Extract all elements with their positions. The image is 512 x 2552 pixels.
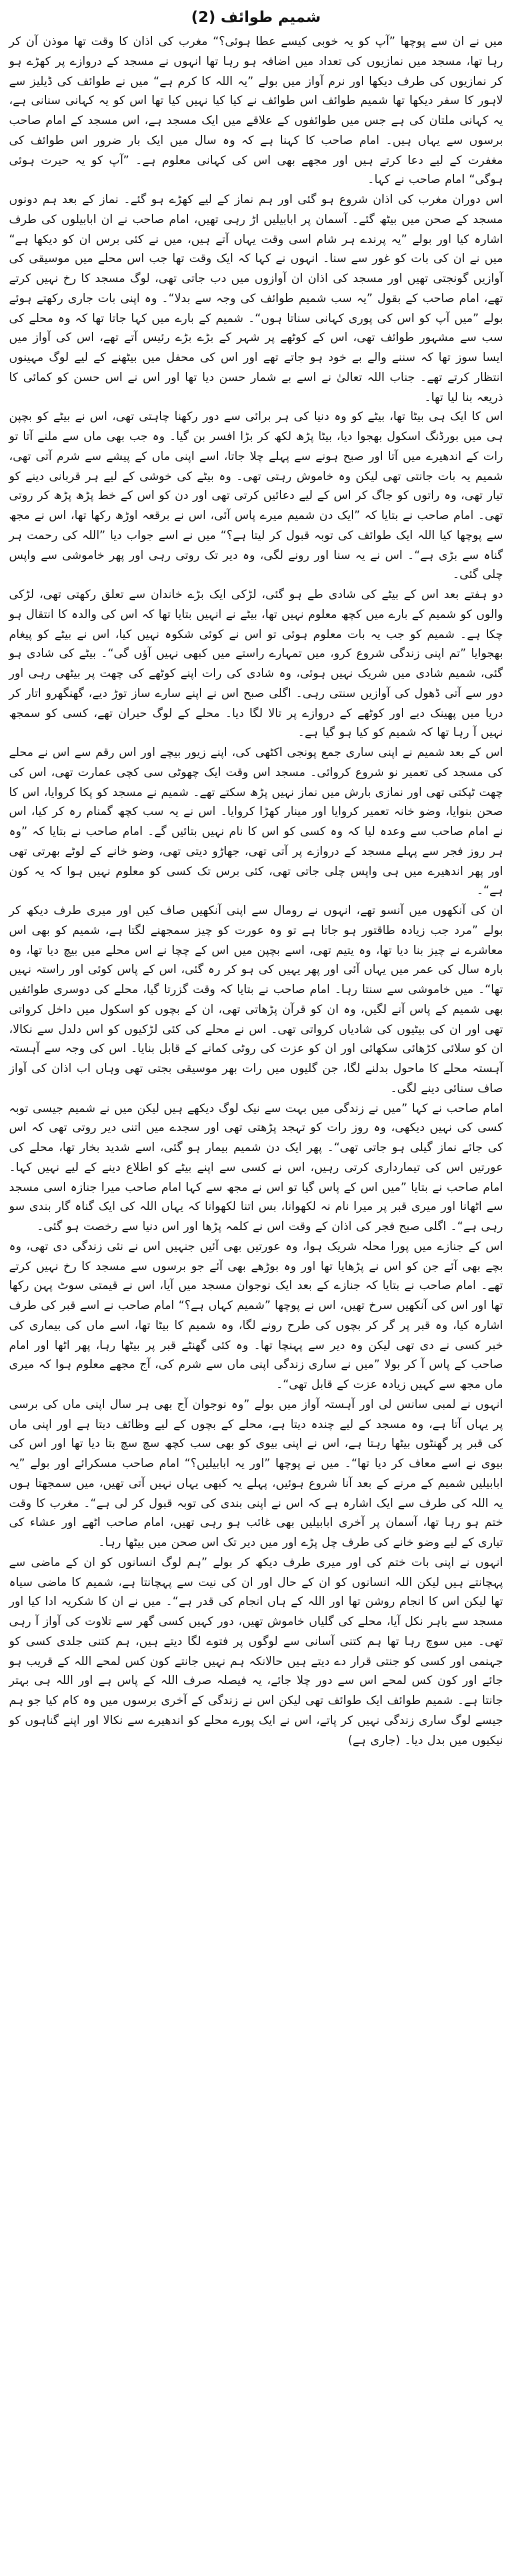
article-paragraph-6: ان کی آنکھوں میں آنسو تھے، انہوں نے رومال سے اپنی آنکھیں صاف کیں اور میری طرف دیکھ کر بولے ”مرد جب زیادہ طاقتور ہو جاتا ہے تو وہ عورت کو چیز سمجھنے لگتا ہے، شمیم کو بھی اس معاشرے نے چیز بنا دیا تھا، وہ یتیم تھی، اسے بچپن میں اس کے چچا نے اس محلے میں بیچ دیا تھا، وہ بارہ سال کی عمر میں یہاں آئی اور پھر یہیں کی ہو کر رہ گئی، اس کے پاس کوئی اور راستہ نہیں تھا“۔ میں خاموشی سے سنتا رہا۔ امام صاحب نے بتایا کہ وقت گزرتا گیا، محلے کی دوسری طوائفیں بھی شمیم کے پاس آنے لگیں، وہ ان کو قرآن پڑھاتی تھی، ان کے بچوں کو اسکول میں داخل کرواتی تھی اور ان کی بیٹیوں کی شادیاں کرواتی تھی۔ اس نے محلے کی کئی لڑکیوں کو اس دلدل سے نکالا، ان کو سلائی کڑھائی سکھائی اور ان کو عزت کی روٹی کمانے کے قابل بنایا۔ اس کی وجہ سے آہستہ آہستہ محلے کا ماحول بدلنے لگا، جن گلیوں میں رات بھر موسیقی بجتی تھی وہاں اب اذان کی آواز صاف سنائی دینے لگی۔ [9, 903, 503, 1095]
article-paragraph-9: انہوں نے لمبی سانس لی اور آہستہ آواز میں بولے ”وہ نوجوان آج بھی ہر سال اپنی ماں کی برسی پر یہاں آتا ہے، وہ مسجد کے لیے چندہ دیتا ہے، محلے کے بچوں کے لیے وظائف دیتا ہے اور اپنی ماں کی قبر پر گھنٹوں بیٹھا رہتا ہے، اس نے اپنی بیوی کو بھی سب کچھ سچ سچ بتا دیا تھا اور اس کی بیوی نے اسے معاف کر دیا تھا“۔ میں نے پوچھا ”اور یہ ابابیلیں؟“ امام صاحب مسکرائے اور بولے ”یہ ابابیلیں شمیم کے مرنے کے بعد آنا شروع ہوئیں، پہلے یہ کبھی یہاں نہیں آتی تھیں، میں سمجھتا ہوں یہ اللہ کی طرف سے ایک اشارہ ہے کہ اس نے اپنی بندی کی توبہ قبول کر لی ہے“۔ مغرب کا وقت ختم ہو رہا تھا، آسمان پر آخری ابابیلیں بھی غائب ہو رہی تھیں، امام صاحب اٹھے اور عشاء کی تیاری کے لیے وضو خانے کی طرف چل پڑے اور میں دیر تک اس صحن میں بیٹھا رہا۔ [9, 1396, 503, 1549]
article-paragraph-4: دو ہفتے بعد اس کے بیٹے کی شادی طے ہو گئی، لڑکی ایک بڑے خاندان سے تعلق رکھتی تھی، لڑکی والوں کو شمیم کے بارے میں کچھ معلوم نہیں تھا، بیٹے نے انہیں بتایا تھا کہ اس کی والدہ کا انتقال ہو چکا ہے۔ شمیم کو جب یہ بات معلوم ہوئی تو اس نے کوئی شکوہ نہیں کیا، اس نے بیٹے کو پیغام بھجوایا ”تم اپنی زندگی شروع کرو، میں تمہارے راستے میں کبھی نہیں آؤں گی“۔ بیٹے کی شادی ہو گئی، شمیم شادی میں شریک نہیں ہوئی، وہ شادی کی رات اپنے کوٹھے کی چھت پر بیٹھی رہی اور دور سے آتی ڈھول کی آوازیں سنتی رہی۔ اگلی صبح اس نے اپنے سارے ساز توڑ دیے، گھنگھرو اتار کر دریا میں پھینک دیے اور کوٹھے کے دروازے پر تالا لگا دیا۔ محلے کے لوگ حیران تھے، کسی کو سمجھ نہیں آ رہا تھا کہ شمیم کو کیا ہو گیا ہے۔ [9, 587, 503, 740]
to-be-continued-label: (جاری ہے) [347, 1732, 401, 1747]
article-paragraph-10-text: انہوں نے اپنی بات ختم کی اور میری طرف دیکھ کر بولے ”ہم لوگ انسانوں کو ان کے ماضی سے پہچانتے ہیں لیکن اللہ انسانوں کو ان کے حال اور ان کی نیت سے پہچانتا ہے، شمیم کا ماضی سیاہ تھا لیکن اس کا انجام روشن تھا اور اللہ کے ہاں انجام کی قدر ہے“۔ میں نے ان کا شکریہ ادا کیا اور مسجد سے باہر نکل آیا، محلے کی گلیاں خاموش تھیں، دور کہیں کسی گھر سے تلاوت کی آواز آ رہی تھی۔ میں سوچ رہا تھا ہم کتنی آسانی سے لوگوں پر فتوے لگا دیتے ہیں، ہم کتنی جلدی کسی کو جہنمی اور کسی کو جنتی قرار دے دیتے ہیں حالانکہ ہم نہیں جانتے کون کس لمحے اللہ کے قریب ہو جائے اور کون کس لمحے اس سے دور چلا جائے، یہ فیصلہ صرف اللہ کے پاس ہے اور اللہ ہی بہتر جانتا ہے۔ شمیم طوائف ایک طوائف تھی لیکن اس نے زندگی کے آخری برسوں میں وہ کام کیا جو ہم جیسے لوگ ساری زندگی نہیں کر پاتے، اس نے ایک پورے محلے کو اندھیرے سے نکالا اور اپنے گناہوں کو نیکیوں میں بدل دیا۔ [9, 1554, 503, 1747]
article-paragraph-2: اس دوران مغرب کی اذان شروع ہو گئی اور ہم نماز کے لیے کھڑے ہو گئے۔ نماز کے بعد ہم دونوں مسجد کے صحن میں بیٹھ گئے۔ آسمان پر ابابیلیں اڑ رہی تھیں، امام صاحب نے ان ابابیلوں کی طرف اشارہ کیا اور بولے ”یہ پرندے ہر شام اسی وقت یہاں آتے ہیں، میں نے کئی برس ان کو دیکھا ہے“ میں نے ان کی بات کو غور سے سنا۔ انہوں نے کہا کہ ایک وقت تھا جب اس محلے میں موسیقی کی آوازیں گونجتی تھیں اور مسجد کی اذان ان آوازوں میں دب جاتی تھی، لوگ مسجد کا رخ نہیں کرتے تھے، امام صاحب کے بقول ”یہ سب شمیم طوائف کی وجہ سے بدلا“۔ وہ اپنی بات جاری رکھتے ہوئے بولے ”میں آپ کو اس کی پوری کہانی سناتا ہوں“۔ شمیم کے بارے میں کہا جاتا تھا کہ وہ محلے کی سب سے مشہور طوائف تھی، اس کے کوٹھے پر شہر کے بڑے بڑے رئیس آتے تھے، اس کی آواز میں ایسا سوز تھا کہ سننے والے بے خود ہو جاتے تھے اور اس کی محفل میں بیٹھنے کے لیے لوگ مہینوں انتظار کرتے تھے۔ جناب اللہ تعالیٰ نے اسے بے شمار حسن دیا تھا اور اس نے اس حسن کو کمائی کا ذریعہ بنا لیا تھا۔ [9, 192, 503, 404]
article-title: شمیم طوائف (2) [191, 8, 321, 26]
article-paragraph-7: امام صاحب نے کہا ”میں نے زندگی میں بہت سے نیک لوگ دیکھے ہیں لیکن میں نے شمیم جیسی توبہ کسی کی نہیں دیکھی، وہ روز رات کو تہجد پڑھتی تھی اور سجدے میں اتنی دیر روتی تھی کہ اس کی جائے نماز گیلی ہو جاتی تھی“۔ پھر ایک دن شمیم بیمار ہو گئی، اسے شدید بخار تھا، محلے کی عورتیں اس کی تیمارداری کرتی رہیں، اس نے کسی سے اپنے بیٹے کو اطلاع دینے کے لیے نہیں کہا۔ امام صاحب نے بتایا ”میں اس کے پاس گیا تو اس نے مجھ سے کہا امام صاحب میرا جنازہ اسی مسجد سے اٹھانا اور میری قبر پر میرا نام نہ لکھوانا، بس اتنا لکھوانا کہ یہاں اللہ کی ایک گناہ گار بندی سو رہی ہے“۔ اگلی صبح فجر کی اذان کے وقت اس نے کلمہ پڑھا اور اس دنیا سے رخصت ہو گئی۔ [9, 1100, 503, 1233]
article-paragraph-8: اس کے جنازے میں پورا محلہ شریک ہوا، وہ عورتیں بھی آئیں جنہیں اس نے نئی زندگی دی تھی، وہ بچے بھی آئے جن کو اس نے پڑھایا تھا اور وہ بوڑھے بھی آئے جو برسوں سے مسجد کا رخ نہیں کرتے تھے۔ امام صاحب نے بتایا کہ جنازے کے بعد ایک نوجوان مسجد میں آیا، اس نے قیمتی سوٹ پہن رکھا تھا اور اس کی آنکھیں سرخ تھیں، اس نے پوچھا ”شمیم کہاں ہے؟“ امام صاحب نے اسے قبر کی طرف اشارہ کیا، وہ قبر پر گر کر بچوں کی طرح رونے لگا، وہ شمیم کا بیٹا تھا، اسے ماں کی بیماری کی خبر کسی نے دی تھی لیکن وہ دیر سے پہنچا تھا۔ وہ کئی گھنٹے قبر پر بیٹھا رہا، پھر اٹھا اور امام صاحب کے پاس آ کر بولا ”میں نے ساری زندگی اپنی ماں سے شرم کی، آج مجھے معلوم ہوا کہ میری ماں مجھ سے کہیں زیادہ عزت کے قابل تھی“۔ [9, 1238, 503, 1391]
article-paragraph-10 [9, 1553, 503, 1751]
article-paragraph-5: اس کے بعد شمیم نے اپنی ساری جمع پونجی اکٹھی کی، اپنے زیور بیچے اور اس رقم سے اس نے محلے کی مسجد کی تعمیر نو شروع کروائی۔ مسجد اس وقت ایک چھوٹی سی کچی عمارت تھی، اس کی چھت ٹپکتی تھی اور نمازی بارش میں نماز نہیں پڑھ سکتے تھے۔ شمیم نے مسجد کو پکا کروایا، اس کا صحن بنوایا، وضو خانہ تعمیر کروایا اور مینار کھڑا کروایا۔ اس نے یہ سب کچھ گمنام رہ کر کیا، اس نے امام صاحب سے وعدہ لیا کہ وہ کسی کو اس کا نام نہیں بتائیں گے۔ امام صاحب نے بتایا کہ ”وہ ہر روز فجر سے پہلے مسجد کے دروازے پر آتی تھی، جھاڑو دیتی تھی، وضو خانے کے لوٹے بھرتی تھی اور پھر اندھیرے میں ہی واپس چلی جاتی تھی، کئی برس تک کسی کو معلوم نہیں ہوا کہ یہ کون ہے“۔ [9, 745, 503, 898]
article-paragraph-1: میں نے ان سے پوچھا ”آپ کو یہ خوبی کیسے عطا ہوئی؟“ مغرب کی اذان کا وقت تھا موذن آن کر رہا تھا، مسجد میں نمازیوں کی تعداد میں اضافہ ہو رہا تھا انہوں نے مسجد کے دروازے پر کھڑے ہو کر نمازیوں کی طرف دیکھا اور نرم آواز میں بولے ”یہ اللہ کا کرم ہے“ میں نے طوائف کی ڈیلیز سے لاہور کا سفر دیکھا تھا شمیم طوائف اس طوائف نے کیا کیا نہیں کیا تھا اس کو یہ کہانی سنانی ہے، یہ کہانی ملتان کی ہے جس میں طوائفوں کے علاقے میں ایک مسجد ہے، اس مسجد کے امام صاحب برسوں سے یہاں ہیں۔ امام صاحب کا کہنا ہے کہ وہ سال میں ایک بار ضرور اس طوائف کی مغفرت کے لیے دعا کرتے ہیں اور مجھے بھی اس کی کہانی معلوم ہے۔ ”آپ کو یہ حیرت ہوئی ہوگی“ امام صاحب نے کہا۔ [9, 34, 503, 187]
article-paragraph-3: اس کا ایک ہی بیٹا تھا، بیٹے کو وہ دنیا کی ہر برائی سے دور رکھنا چاہتی تھی، اس نے بیٹے کو بچپن ہی میں بورڈنگ اسکول بھجوا دیا، بیٹا پڑھ لکھ کر بڑا افسر بن گیا۔ وہ جب بھی ماں سے ملنے آتا تو رات کے اندھیرے میں آتا اور صبح ہونے سے پہلے چلا جاتا، اسے اپنی ماں کے پیشے سے شرم آتی تھی، شمیم یہ بات جانتی تھی لیکن وہ خاموش رہتی تھی۔ وہ بیٹے کی خوشی کے لیے ہر قربانی دینے کو تیار تھی، وہ راتوں کو جاگ کر اس کے لیے دعائیں کرتی تھی اور دن کو اس کے خط پڑھ پڑھ کر روتی تھی۔ امام صاحب نے بتایا کہ ”ایک دن شمیم میرے پاس آئی، اس نے برقعہ اوڑھ رکھا تھا، اس نے مجھ سے پوچھا کیا اللہ ایک طوائف کی توبہ قبول کر لیتا ہے؟“ میں نے اسے جواب دیا ”اللہ کی رحمت ہر گناہ سے بڑی ہے“۔ اس نے یہ سنا اور رونے لگی، وہ دیر تک روتی رہی اور پھر خاموشی سے واپس چلی گئی۔ [9, 409, 503, 582]
article-body [9, 32, 503, 1750]
